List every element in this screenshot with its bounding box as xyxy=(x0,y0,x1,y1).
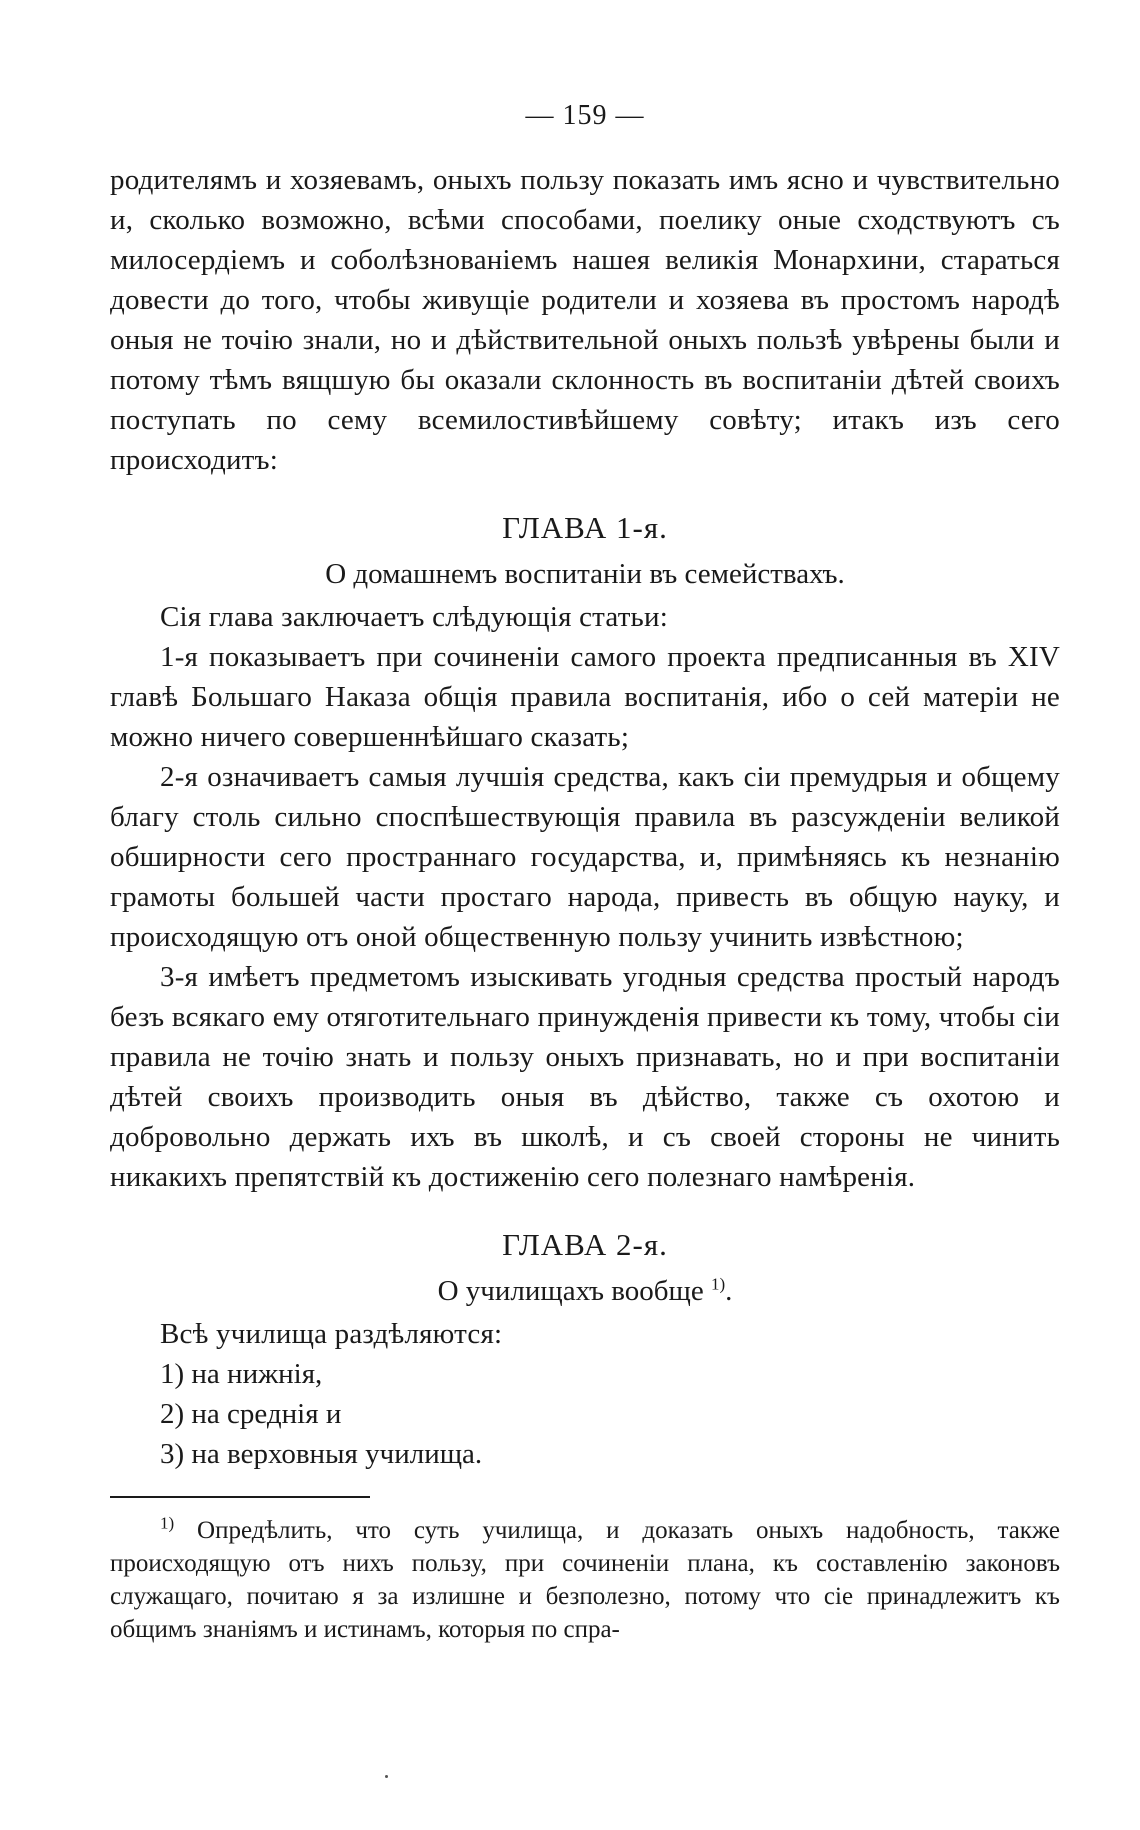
list-item: 3) на верховныя училища. xyxy=(160,1438,483,1470)
school-levels-list xyxy=(110,1354,1060,1474)
list-item: 1) на нижнія, xyxy=(160,1358,323,1390)
chapter-2 xyxy=(110,1227,1060,1474)
chapter-1-title: ГЛАВА 1-я. xyxy=(502,510,668,545)
chapter-1-article-3: 3-я имѣетъ предметомъ изыскивать угодныя средства простый народъ безъ всякаго ему отяготительнаго принужденія привести къ тому, чтобы сіи правила не точію знать и пользу оныхъ признавать, но и при воспитаніи дѣтей своихъ производить оныя въ дѣйство, также съ охотою и добровольно держать ихъ въ школѣ, и съ своей стороны не чинить никакихъ препятствій къ достиженію сего полезнаго намѣренія. xyxy=(110,961,1060,1193)
chapter-1-lead: Сія глава заключаетъ слѣдующія статьи: xyxy=(160,601,668,633)
list-item: 2) на среднія и xyxy=(160,1398,342,1430)
page-number: — 159 — xyxy=(525,100,645,131)
intro-paragraph: родителямъ и хозяевамъ, оныхъ пользу показать имъ ясно и чувствительно и, сколько возможно, всѣми способами, поелику оные сходствуютъ съ милосердіемъ и соболѣзнованіемъ нашея великія Монархини, стараться довести до того, чтобы живущіе родители и хозяева въ простомъ народѣ оныя не точію знали, но и дѣйствительной оныхъ пользѣ увѣрены были и потому тѣмъ вящшую бы оказали склонность въ воспитаніи дѣтей своихъ поступать по сему всемилостивѣйшему совѣту; итакъ изъ сего происходитъ: xyxy=(110,164,1060,476)
chapter-1-article-2: 2-я означиваетъ самыя лучшія средства, какъ сіи премудрыя и общему благу столь сильно споспѣшествующія правила въ разсужденіи великой обширности сего пространнаго государства, и, примѣняясь къ незнанію грамоты большей части простаго народа, привесть въ общую науку, и происходящую отъ оной общественную пользу учинить извѣстною; xyxy=(110,761,1060,953)
chapter-2-title: ГЛАВА 2-я. xyxy=(502,1227,668,1262)
chapter-2-subtitle xyxy=(110,1275,1060,1308)
chapter-2-lead: Всѣ училища раздѣляются: xyxy=(160,1318,503,1350)
footnote-mark: 1) xyxy=(160,1513,175,1533)
chapter-1-article-1: 1-я показываетъ при сочиненіи самого проекта предписанныя въ XIV главѣ Большаго Наказа общія правила воспитанія, ибо о сей матеріи не можно ничего совершеннѣйшаго сказать; xyxy=(110,641,1060,753)
print-speck xyxy=(385,1775,388,1778)
book-page xyxy=(110,100,1060,1646)
footnote xyxy=(110,1514,1060,1646)
chapter-2-subtitle-end: . xyxy=(725,1275,733,1307)
chapter-2-subtitle-text: О училищахъ вообще xyxy=(437,1275,704,1307)
chapter-1-subtitle: О домашнемъ воспитаніи въ семействахъ. xyxy=(325,558,845,590)
chapter-1 xyxy=(110,510,1060,1197)
footnote-reference: 1) xyxy=(710,1274,726,1294)
footnote-divider xyxy=(110,1496,370,1498)
footnote-text: Опредѣлить, что суть училища, и доказать оныхъ надобность, также происходящую отъ нихъ пользу, при сочиненіи плана, къ составленію законовъ служащаго, почитаю я за излишне и безполезно, потому что сіе принадлежитъ къ общимъ знаніямъ и истинамъ, которыя по спра- xyxy=(110,1517,1060,1643)
